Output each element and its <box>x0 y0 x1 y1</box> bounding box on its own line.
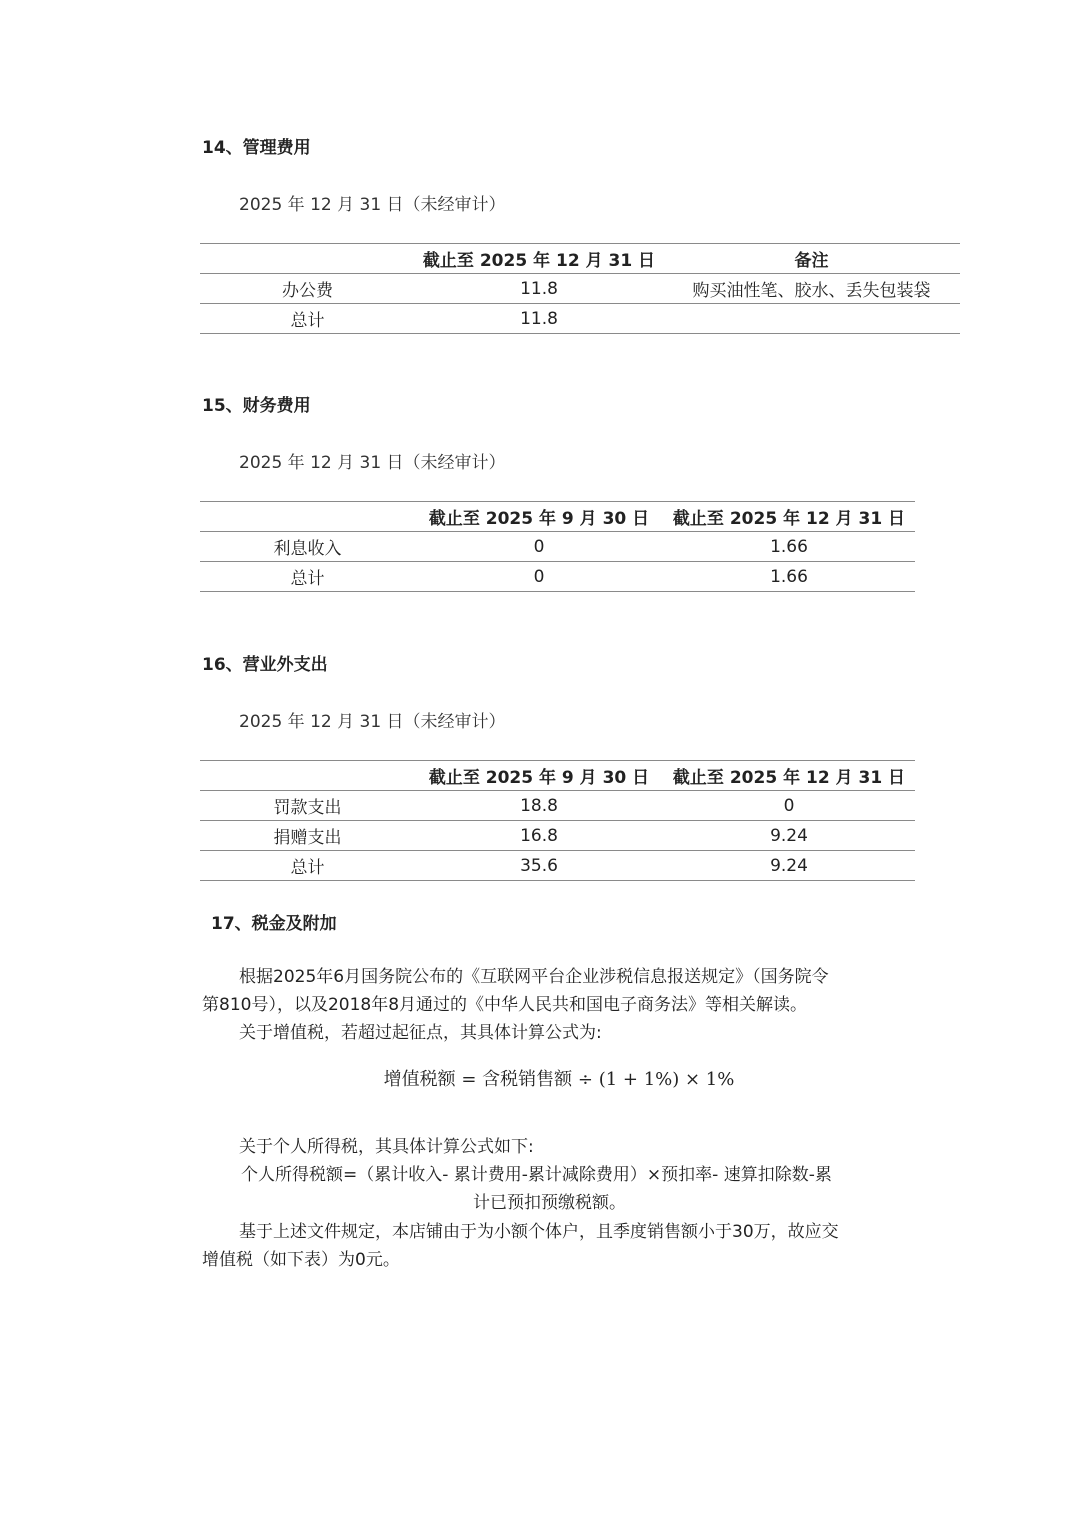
table-row <box>200 274 960 304</box>
column-header: 截止至 2025 年 12 月 31 日 <box>663 502 915 532</box>
table-cell: 11.8 <box>415 304 663 334</box>
table-cell: 总计 <box>200 851 415 881</box>
paragraph-line: 关于增值税，若超过起征点，其具体计算公式为: <box>239 1023 602 1043</box>
table-header-row <box>200 502 915 532</box>
table-cell: 0 <box>663 791 915 821</box>
section-15-table <box>200 501 915 592</box>
column-header: 截止至 2025 年 12 月 31 日 <box>663 761 915 791</box>
table-cell: 11.8 <box>415 274 663 304</box>
section-14-date: 2025 年 12 月 31 日（未经审计） <box>239 195 506 215</box>
table-cell: 35.6 <box>415 851 663 881</box>
section-14-heading: 14、管理费用 <box>202 138 311 158</box>
column-header <box>200 502 415 532</box>
paragraph-line: 基于上述文件规定，本店铺由于为小额个体户，且季度销售额小于30万，故应交 <box>239 1222 839 1242</box>
table-row <box>200 532 915 562</box>
table-cell: 总计 <box>200 304 415 334</box>
section-16-heading: 16、营业外支出 <box>202 655 328 675</box>
section-14-table <box>200 243 960 334</box>
table-row <box>200 791 915 821</box>
table-cell: 0 <box>415 562 663 592</box>
section-17-heading: 17、税金及附加 <box>211 914 337 934</box>
table-cell: 16.8 <box>415 821 663 851</box>
table-cell: 利息收入 <box>200 532 415 562</box>
paragraph-line: 第810号），以及2018年8月通过的《中华人民共和国电子商务法》等相关解读。 <box>202 995 808 1015</box>
table-cell: 罚款支出 <box>200 791 415 821</box>
column-header: 截止至 2025 年 9 月 30 日 <box>415 502 663 532</box>
table-cell: 1.66 <box>663 562 915 592</box>
table-cell <box>663 304 960 334</box>
column-header <box>200 761 415 791</box>
table-cell: 0 <box>415 532 663 562</box>
table-cell: 1.66 <box>663 532 915 562</box>
table-cell: 9.24 <box>663 821 915 851</box>
table-row <box>200 304 960 334</box>
column-header: 备注 <box>663 244 960 274</box>
table-cell: 捐赠支出 <box>200 821 415 851</box>
table-cell: 总计 <box>200 562 415 592</box>
section-15-heading: 15、财务费用 <box>202 396 311 416</box>
table-row <box>200 821 915 851</box>
section-16-date: 2025 年 12 月 31 日（未经审计） <box>239 712 506 732</box>
section-15-date: 2025 年 12 月 31 日（未经审计） <box>239 453 506 473</box>
table-cell: 购买油性笔、胶水、丢失包装袋 <box>663 274 960 304</box>
paragraph-line: 计已预扣预缴税额。 <box>473 1193 626 1213</box>
table-row <box>200 851 915 881</box>
table-row <box>200 562 915 592</box>
vat-formula: 增值税额 = 含税销售额 ÷ (1 + 1%) × 1% <box>383 1069 735 1090</box>
table-header-row <box>200 761 915 791</box>
table-cell: 办公费 <box>200 274 415 304</box>
column-header: 截止至 2025 年 12 月 31 日 <box>415 244 663 274</box>
table-cell: 9.24 <box>663 851 915 881</box>
column-header <box>200 244 415 274</box>
paragraph-line: 增值税（如下表）为0元。 <box>202 1250 400 1270</box>
paragraph-line: 根据2025年6月国务院公布的《互联网平台企业涉税信息报送规定》（国务院令 <box>239 967 829 987</box>
paragraph-line: 个人所得税额=（累计收入- 累计费用-累计减除费用）×预扣率- 速算扣除数-累 <box>241 1165 832 1185</box>
table-cell: 18.8 <box>415 791 663 821</box>
table-header-row <box>200 244 960 274</box>
paragraph-line: 关于个人所得税，其具体计算公式如下: <box>239 1137 534 1157</box>
column-header: 截止至 2025 年 9 月 30 日 <box>415 761 663 791</box>
section-16-table <box>200 760 915 881</box>
